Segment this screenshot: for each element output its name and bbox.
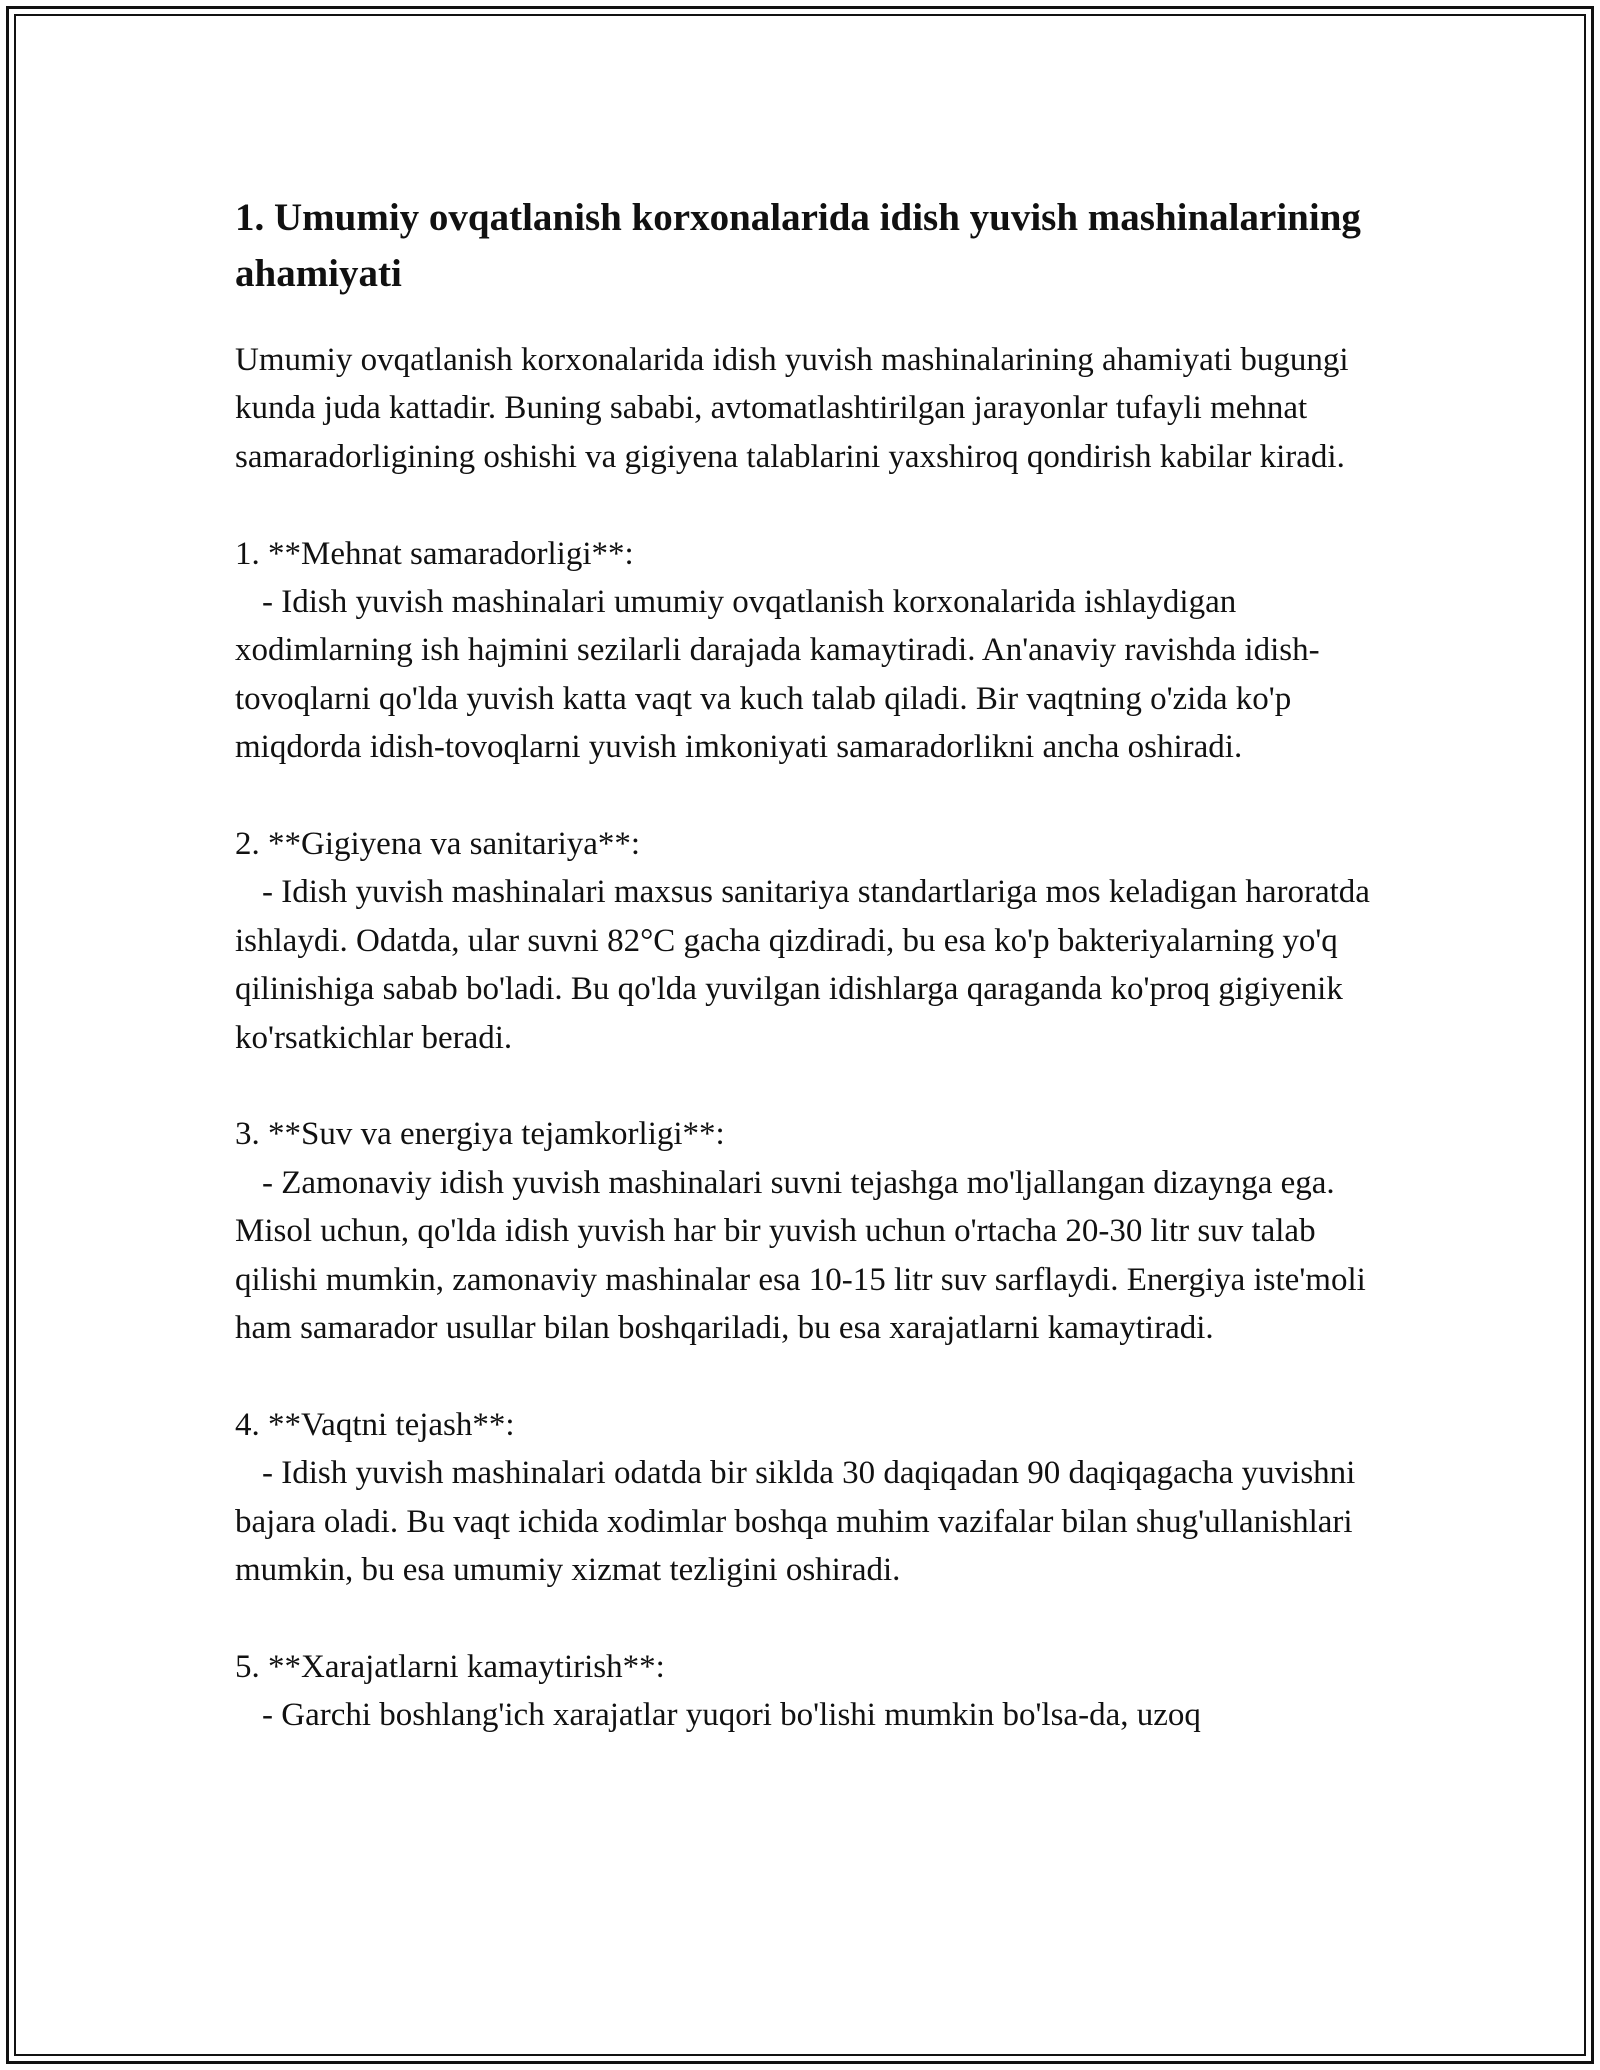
item-heading: 2. **Gigiyena va sanitariya**: — [235, 826, 641, 863]
item-body: - Idish yuvish mashinalari umumiy ovqatlanish korxonalarida ishlaydigan xodimlarning ish hajmini sezilarli darajada kamaytiradi. An'anaviy ravishda idish-tovoqlarni qo'lda yuvish katta vaqt va kuch talab qiladi. Bir vaqtning o'zida ko'p miqdorda idish-tovoqlarni yuvish imkoniyati samaradorlikni ancha oshiradi. — [235, 584, 1320, 766]
item-body-wrap — [235, 1449, 1375, 1594]
item-heading: 3. **Suv va energiya tejamkorligi**: — [235, 1116, 725, 1153]
item-heading: 5. **Xarajatlarni kamaytirish**: — [235, 1648, 665, 1685]
list-item-2 — [235, 820, 1375, 1062]
item-body: - Idish yuvish mashinalari maxsus sanitariya standartlariga mos keladigan haroratda ishlaydi. Odatda, ular suvni 82°C gacha qizdiradi, bu esa ko'p bakteriyalarning yo'q qilinishiga sabab bo'ladi. Bu qo'lda yuvilgan idishlarga qaraganda ko'proq gigiyenik ko'rsatkichlar beradi. — [235, 874, 1370, 1056]
item-body-wrap — [235, 1159, 1375, 1353]
item-body-wrap — [235, 1691, 1375, 1739]
item-heading: 4. **Vaqtni tejash**: — [235, 1406, 515, 1443]
item-body: - Zamonaviy idish yuvish mashinalari suvni tejashga mo'ljallangan dizaynga ega. Misol uchun, qo'lda idish yuvish har bir yuvish uchun o'rtacha 20-30 litr suv talab qilishi mumkin, zamonaviy mashinalar esa 10-15 litr suv sarflaydi. Energiya iste'moli ham samarador usullar bilan boshqariladi, bu esa xarajatlarni kamaytiradi. — [235, 1164, 1366, 1347]
document-title: 1. Umumiy ovqatlanish korxonalarida idish yuvish mashinalarining ahamiyati — [235, 196, 1361, 295]
item-body-wrap — [235, 868, 1375, 1062]
list-item-4 — [235, 1401, 1375, 1595]
item-heading: 1. **Mehnat samaradorligi**: — [235, 535, 634, 572]
intro-paragraph: Umumiy ovqatlanish korxonalarida idish yuvish mashinalarining ahamiyati bugungi kunda juda kattadir. Buning sababi, avtomatlashtirilgan jarayonlar tufayli mehnat samaradorligining oshishi va gigiyena talablarini yaxshiroq qondirish kabilar kiradi. — [235, 342, 1349, 475]
item-body-wrap — [235, 578, 1375, 772]
list-item-3 — [235, 1110, 1375, 1352]
item-body: - Garchi boshlang'ich xarajatlar yuqori bo'lishi mumkin bo'lsa-da, uzoq — [262, 1697, 1201, 1734]
list-item-1 — [235, 530, 1375, 772]
list-item-5 — [235, 1643, 1375, 1740]
item-body: - Idish yuvish mashinalari odatda bir siklda 30 daqiqadan 90 daqiqagacha yuvishni bajara oladi. Bu vaqt ichida xodimlar boshqa muhim vazifalar bilan shug'ullanishlari mumkin, bu esa umumiy xizmat tezligini oshiradi. — [235, 1455, 1356, 1589]
document-content — [235, 190, 1375, 1740]
